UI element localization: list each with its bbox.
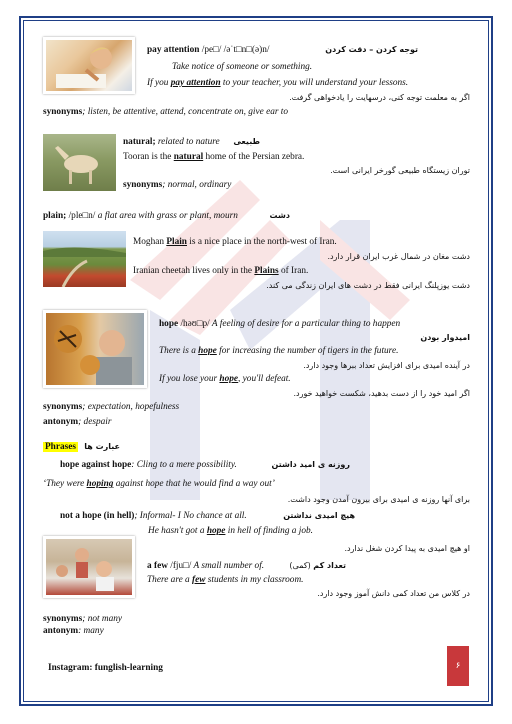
example-translation: اگر امید خود را از دست بدهید، شکست خواهید خورد. [293, 389, 470, 398]
phrase-example-translation: او هیچ امیدی به پیدا کردن شغل ندارد. [344, 544, 470, 553]
headword: plain; [43, 211, 67, 221]
example-text: There is a [159, 346, 199, 356]
example-text: If you [147, 78, 171, 88]
synonyms-line [123, 179, 231, 191]
persian-meaning: امیدوار بودن [420, 333, 470, 342]
example-text: If you lose your [159, 374, 220, 384]
few-headword [147, 560, 264, 572]
antonym-text: : many [78, 626, 104, 636]
example-text: home of the Persian zebra. [203, 152, 305, 162]
persian-meaning: طبیعی [233, 137, 260, 146]
headword: natural; [123, 137, 156, 147]
example-text: Iranian cheetah lives only in the [133, 266, 255, 276]
ipa: /fju□/ [167, 561, 192, 571]
zebra-photo [43, 134, 116, 191]
hope-headword [159, 318, 400, 330]
synonyms-line [43, 401, 179, 413]
example-sentence [133, 265, 308, 277]
antonym-label: antonym [43, 626, 79, 636]
example-translation: دشت یوزپلنگ ایرانی فقط در دشت های ایران زندگی می کند. [266, 281, 470, 290]
example-text: Moghan [133, 237, 167, 247]
example-translation: توران زیستگاه طبیعی گورخر ایرانی است. [330, 166, 470, 175]
phrase-persian-meaning: روزنه ی امید داشتن [271, 460, 350, 469]
definition: a flat area with grass or plant, mourn [95, 211, 238, 221]
example-text: ‘They were [43, 479, 87, 489]
phrase-persian-meaning: هیچ امیدی نداشتن [283, 511, 355, 520]
synonyms-text: ; not many [82, 614, 123, 624]
headword: pay attention [147, 45, 200, 55]
phrase-1 [60, 459, 237, 471]
phrase-definition: ; Informal- I No chance at all. [134, 511, 247, 521]
boy-studying-photo [43, 37, 135, 94]
phrase-example [43, 478, 275, 490]
example-text: for increasing the number of tigers in the future. [216, 346, 399, 356]
keyword: hoping [86, 479, 114, 489]
keyword: natural [173, 152, 204, 162]
plain-landscape-photo [43, 231, 126, 287]
example-text: There are a [147, 575, 193, 585]
synonyms-label: synonyms [123, 180, 163, 190]
phrases-label: Phrases [45, 442, 76, 452]
ipa: /həʊ□p/ [178, 319, 210, 329]
synonyms-label: synonyms [43, 402, 83, 412]
example-sentence [159, 345, 398, 357]
example-sentence [147, 77, 408, 89]
definition: Take notice of someone or something. [172, 62, 313, 72]
example-text: Tooran is the [123, 152, 174, 162]
persian-meaning-paren: (کمی) [289, 561, 311, 570]
example-translation: دشت مغان در شمال غرب ایران قرار دارد. [327, 252, 470, 261]
headword: hope [159, 319, 179, 329]
example-text: , you'll defeat. [238, 374, 291, 384]
phrase-example-translation: برای آنها روزنه ی امیدی برای بیرون آمدن وجود داشت. [287, 495, 470, 504]
example-text: of Iran. [278, 266, 309, 276]
phrase-headword: not a hope (in hell) [60, 511, 135, 521]
definition: A small number of. [191, 561, 265, 571]
example-text: in hell of finding a job. [225, 526, 313, 536]
synonyms-label: synonyms [43, 107, 83, 117]
pay-attention-headword [147, 44, 269, 56]
keyword: Plains [254, 266, 279, 276]
definition: A feeling of desire for a particular thing to happen [209, 319, 401, 329]
ipa: /ple□n/ [66, 211, 96, 221]
example-text: against hope that he would find a way out’ [113, 479, 275, 489]
keyword: Plain [166, 237, 187, 247]
persian-meaning: توجه کردن – دقت کردن [325, 45, 418, 54]
phrases-persian-label: عبارت ها [84, 442, 120, 451]
antonym-line [43, 416, 111, 428]
synonyms-text: ; listen, be attentive, attend, concentrate on, give ear to [82, 107, 289, 117]
synonyms-text: ; expectation, hopefulness [82, 402, 180, 412]
keyword: hope [198, 346, 217, 356]
example-sentence [147, 574, 304, 586]
page-number-badge: ۶ [447, 646, 469, 686]
instagram-handle: Instagram: funglish-learning [48, 663, 163, 673]
example-sentence [123, 151, 304, 163]
example-sentence [133, 236, 337, 248]
example-sentence [159, 373, 291, 385]
example-text: He hasn't got a [148, 526, 207, 536]
antonym-line [43, 625, 104, 637]
classroom-photo [43, 536, 135, 598]
ipa: /pe□/ /əˈt□n□(ə)n/ [201, 45, 270, 55]
example-translation: اگر به معلمت توجه کنی، درسهایت را یادخواهی گرفت. [289, 93, 470, 102]
persian-meaning: دشت [269, 211, 290, 220]
synonyms-label: synonyms [43, 614, 83, 624]
keyword: pay attention [170, 78, 221, 88]
phrase-headword: hope against hope [60, 460, 132, 470]
phrase-example [148, 525, 313, 537]
example-translation: در کلاس من تعداد کمی دانش آموز وجود دارد. [317, 589, 470, 598]
persian-meaning-text: تعداد کم [313, 561, 346, 570]
antonym-text: ; despair [78, 417, 112, 427]
example-text: is a nice place in the north-west of Iran. [186, 237, 337, 247]
synonyms-text: ; normal, ordinary [162, 180, 232, 190]
plain-headword [43, 210, 238, 222]
synonyms-line [43, 106, 288, 118]
headword: a few [147, 561, 168, 571]
phrase-definition: : Cling to a mere possibility. [131, 460, 237, 470]
phrase-2 [60, 510, 247, 522]
keyword: hope [206, 526, 226, 536]
example-text: students in my classroom. [205, 575, 304, 585]
synonyms-line [43, 613, 122, 625]
keyword: hope [219, 374, 239, 384]
keyword: few [192, 575, 206, 585]
persian-meaning [290, 560, 346, 572]
example-translation: در آینده امیدی برای افزایش تعداد ببرها وجود دارد. [303, 361, 470, 370]
tiger-cubs-photo [43, 310, 147, 388]
definition: related to nature [155, 137, 220, 147]
antonym-label: antonym [43, 417, 79, 427]
example-text: to your teacher, you will understand your lessons. [220, 78, 409, 88]
